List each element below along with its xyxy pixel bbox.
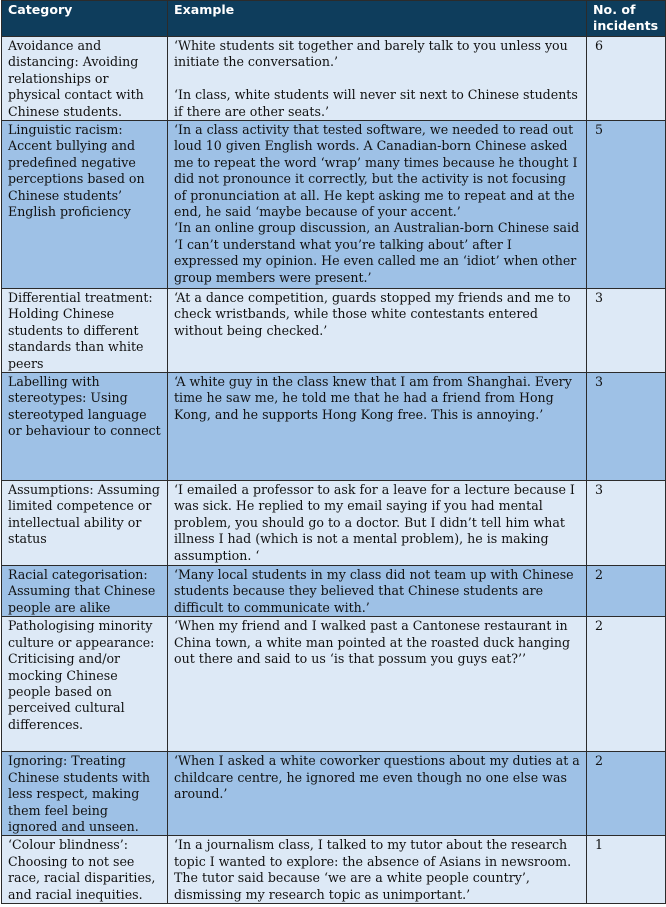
example-quote: ‘A white guy in the class knew that I am from Shanghai. Every time he saw me, he told me that he had a friend from Hong Kong, and he supports Hong Kong free. This is annoying.’: [174, 374, 572, 422]
category-cell: Racial categorisation: Assuming that Chinese people are alike: [2, 566, 168, 617]
header-example: Example: [168, 1, 587, 37]
category-cell: Assumptions: Assuming limited competence or intellectual ability or status: [2, 481, 168, 566]
count-cell: 6: [587, 37, 666, 121]
incidents-table: [1, 0, 666, 904]
example-quote: ‘Many local students in my class did not team up with Chinese students because they believed that Chinese students are difficult to communicate with.’: [174, 567, 574, 615]
category-cell: Ignoring: Treating Chinese students with less respect, making them feel being ignored and unseen.: [2, 752, 168, 836]
table-row: [2, 752, 666, 836]
category-cell: ‘Colour blindness’: Choosing to not see race, racial disparities, and racial inequities.: [2, 836, 168, 904]
example-quote: ‘When my friend and I walked past a Cantonese restaurant in China town, a white man pointed at the roasted duck hanging out there and said to us ‘is that possum you guys eat?’’: [174, 618, 571, 667]
category-cell: Avoidance and distancing: Avoiding relationships or physical contact with Chinese students.: [2, 37, 168, 121]
example-cell: [168, 481, 587, 566]
table-row: [2, 373, 666, 481]
table-row: [2, 121, 666, 289]
category-cell: Linguistic racism: Accent bullying and predefined negative perceptions based on Chinese students’ English proficiency: [2, 121, 168, 289]
header-count: No. of incidents: [587, 1, 666, 37]
example-quote: ‘When I asked a white coworker questions about my duties at a childcare centre, he ignored me even though no one else was around.’: [174, 753, 580, 802]
example-quote: ‘In a class activity that tested software, we needed to read out loud 10 given English words. A Canadian-born Chinese asked me to repeat the word ‘wrap’ many times because he thought I did not pronounce it correctly, but the activity is not focusing of pronunciation at all. He kept asking me to repeat and at the end, he said ‘maybe because of your accent.’: [174, 122, 578, 220]
example-cell: [168, 37, 587, 121]
count-cell: 2: [587, 617, 666, 752]
header-row: [2, 1, 666, 37]
example-quote: ‘In an online group discussion, an Australian-born Chinese said ‘I can’t understand what you’re talking about’ after I expressed my opinion. He even called me an ‘idiot’ when other group members were present.’: [174, 220, 580, 285]
count-cell: 2: [587, 566, 666, 617]
example-cell: [168, 752, 587, 836]
example-quote: ‘At a dance competition, guards stopped my friends and me to check wristbands, while those white contestants entered without being checked.’: [174, 290, 571, 338]
table-row: [2, 566, 666, 617]
example-quote: ‘In class, white students will never sit next to Chinese students if there are other seats.’: [174, 87, 578, 119]
example-cell: [168, 836, 587, 904]
example-quote: ‘I emailed a professor to ask for a leave for a lecture because I was sick. He replied to my email saying if you had mental problem, you should go to a doctor. But I didn’t tell him what illness I had (which is not a mental problem), he is making assumption. ‘: [174, 482, 575, 563]
count-cell: 2: [587, 752, 666, 836]
category-cell: Labelling with stereotypes: Using stereotyped language or behaviour to connect: [2, 373, 168, 481]
example-cell: [168, 566, 587, 617]
example-cell: [168, 373, 587, 481]
category-cell: Differential treatment: Holding Chinese students to different standards than white peers: [2, 289, 168, 373]
count-cell: 3: [587, 373, 666, 481]
table-row: [2, 836, 666, 904]
example-quote: ‘In a journalism class, I talked to my tutor about the research topic I wanted to explore: the absence of Asians in newsroom. The tutor said because ‘we are a white people country’, dismissing my research topic as unimportant.’: [174, 837, 572, 902]
table-row: [2, 481, 666, 566]
example-quote: ‘White students sit together and barely talk to you unless you initiate the conversation.’: [174, 38, 568, 70]
table-row: [2, 289, 666, 373]
count-cell: 3: [587, 481, 666, 566]
example-cell: [168, 121, 587, 289]
example-cell: [168, 617, 587, 752]
example-cell: [168, 289, 587, 373]
table-row: [2, 617, 666, 752]
count-cell: 1: [587, 836, 666, 904]
count-cell: 3: [587, 289, 666, 373]
table-row: [2, 37, 666, 121]
category-cell: Pathologising minority culture or appearance: Criticising and/or mocking Chinese people based on perceived cultural differences.: [2, 617, 168, 752]
header-category: Category: [2, 1, 168, 37]
count-cell: 5: [587, 121, 666, 289]
